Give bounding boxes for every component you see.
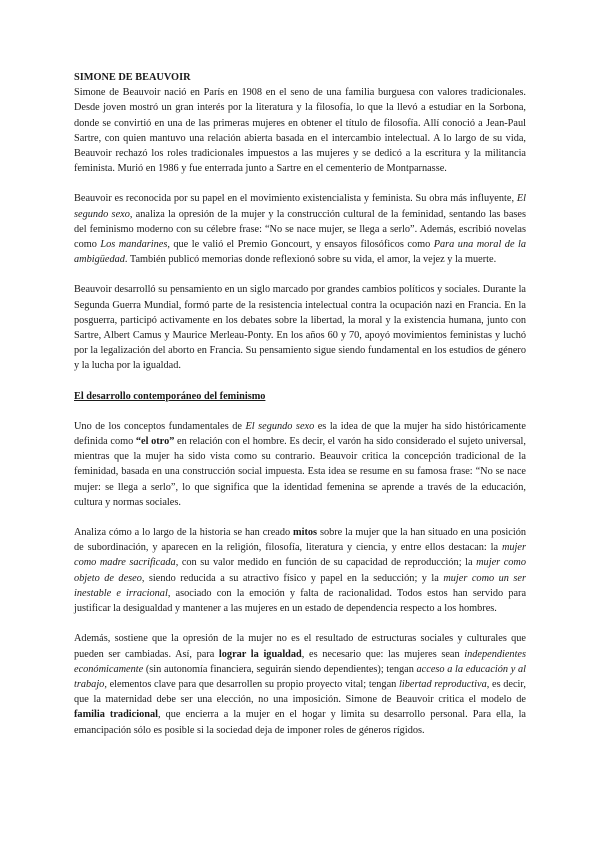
book-title-el-segundo-sexo: El segundo sexo bbox=[245, 420, 315, 432]
text-run: Beauvoir es reconocida por su papel en el movimiento existencialista y feminista. Su obra más influyente, bbox=[74, 193, 517, 205]
text-run: es la idea de que la mujer ha sido históricamente definida como bbox=[74, 420, 526, 448]
text-run: Uno de los conceptos fundamentales de bbox=[74, 420, 246, 432]
text-run: , siendo reducida a su atractivo físico y papel en la seducción; y la bbox=[141, 572, 444, 584]
paragraph-biography: Simone de Beauvoir nació en París en 1908 en el seno de una familia burguesa con valores tradicionales. Desde joven mostró un gran interés por la literatura y la filosofía, lo que la llevó a estudiar en la Sorbona, donde se convirtió en una de las primeras mujeres en obtener el título de filosofía. Allí conoció a Jean-Paul Sartre, con quien mantuvo una relación abierta basada en el intercambio intelectual. A lo largo de su vida, Beauvoir rechazó los roles tradicionales impuestos a las mujeres y se dedicó a la escritura y la militancia feminista. Murió en 1986 y fue enterrada junto a Sartre en el cementerio de Montparnasse. bbox=[74, 87, 526, 175]
text-run: Además, sostiene que la opresión de la mujer no es el resultado de estructuras sociales y culturales que pueden ser cambiadas. Así, para bbox=[74, 633, 526, 660]
condition-independencia: independientes económicamente bbox=[74, 648, 527, 675]
myth-ser-inestable: mujer como un ser inestable e irracional bbox=[74, 572, 526, 599]
book-title-el-segundo-sexo: El segundo sexo bbox=[74, 193, 526, 220]
text-run: , elementos clave para que desarrollen su propio proyecto vital; tengan bbox=[104, 678, 399, 690]
text-run: , que le valió el Premio Goncourt, y ensayos filosóficos como bbox=[167, 239, 434, 251]
text-run: , asociado con la emoción y falta de racionalidad. Todos estos han servido para justificar la desigualdad y mantener a las mujeres en un estado de dependencia respecto a los hombres. bbox=[74, 587, 527, 615]
myth-madre-sacrificada: mujer como madre sacrificada bbox=[74, 542, 526, 569]
paragraph-context: Beauvoir desarrolló su pensamiento en un siglo marcado por grandes cambios políticos y sociales. Durante la Segunda Guerra Mundial, formó parte de la resistencia intelectual contra la ocupación nazi en Francia. En la posguerra, participó activamente en los debates sobre la libertad, la moral y la existencia humana, junto con Sartre, Albert Camus y Maurice Merleau-Ponty. En los años 60 y 70, apoyó movimientos feministas y luchó por la legalización del aborto en Francia. Su pensamiento sigue siendo fundamental en los estudios de género y la lucha por la igualdad. bbox=[74, 284, 526, 372]
book-title-los-mandarines: Los mandarines bbox=[100, 239, 168, 251]
paragraph-myths bbox=[74, 525, 526, 616]
paragraph-works bbox=[74, 191, 526, 267]
text-run: Analiza cómo a lo largo de la historia se han creado bbox=[74, 527, 294, 539]
section-heading: El desarrollo contemporáneo del feminismo bbox=[74, 390, 266, 402]
text-run: , analiza la opresión de la mujer y la construcción cultural de la feminidad, sentando las bases del feminismo moderno con su célebre frase: “No se nace mujer, se llega a serlo”. Además, escribió novelas como bbox=[74, 208, 526, 251]
paragraph-the-other bbox=[74, 419, 526, 510]
condition-educacion-trabajo: acceso a la educación y al trabajo bbox=[74, 663, 526, 690]
condition-libertad-reproductiva: libertad reproductiva bbox=[399, 678, 487, 690]
document-title: SIMONE DE BEAUVOIR bbox=[74, 72, 191, 83]
key-term-el-otro: “el otro” bbox=[135, 436, 175, 448]
key-term-mitos: mitos bbox=[293, 527, 318, 539]
paragraph-equality bbox=[74, 631, 526, 737]
text-run: en relación con el hombre. Es decir, el varón ha sido considerado el sujeto universal, mientras que la mujer ha sido vista como su contrario. Beauvoir critica la concepción tradicional de la feminidad, basada en una construcción social impuesta. Esta idea se resume en su famosa frase: “No se nace mujer: se llega a serlo”, lo que significa que la identidad femenina se aprende a través de la educación, cultura y normas sociales. bbox=[74, 436, 526, 508]
text-run: , es necesario que: las mujeres sean bbox=[301, 648, 465, 660]
myth-objeto-de-deseo: mujer como objeto de deseo bbox=[74, 557, 527, 584]
text-run: , que encierra a la mujer en el hogar y limita su desarrollo personal. Para ella, la emancipación sólo es posible si la sociedad deja de imponer roles de géneros rígidos. bbox=[74, 709, 526, 736]
text-run: , es decir, que la maternidad debe ser una elección, no una imposición. Simone de Beauvoir critica el modelo de bbox=[74, 678, 527, 706]
document-page bbox=[74, 70, 526, 753]
key-term-familia-tradicional: familia tradicional bbox=[74, 709, 158, 721]
text-run: sobre la mujer que la han situado en una posición de subordinación, y aparecen en la religión, filosofía, literatura y ciencia, y entre ellos destacan: la bbox=[74, 527, 526, 554]
key-term-lograr-igualdad: lograr la igualdad bbox=[218, 648, 302, 660]
text-run: , con su valor medido en función de su capacidad de reproducción; la bbox=[175, 557, 477, 569]
book-title-moral-ambiguedad: Para una moral de la ambigüedad bbox=[74, 239, 526, 266]
text-run: (sin autonomía financiera, seguirán siendo dependientes); tengan bbox=[143, 663, 417, 675]
text-run: . También publicó memorias donde reflexionó sobre su vida, el amor, la vejez y la muerte. bbox=[124, 254, 497, 266]
